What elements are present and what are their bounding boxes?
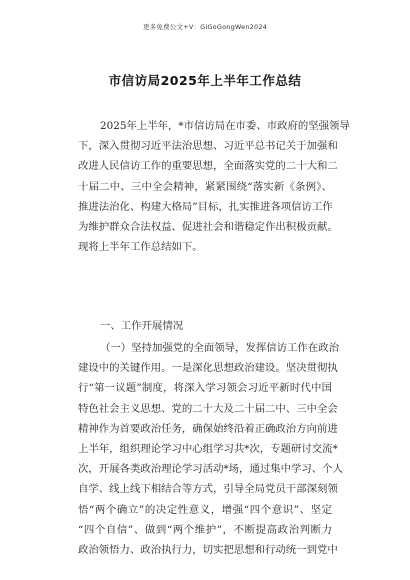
paragraph-line: 行“第一议题”制度，将深入学习领会习近平新时代中国 [78, 382, 332, 395]
paragraph-line: 为维护群众合法权益、促进社会和谐稳定作出积极贡献。 [78, 220, 338, 233]
paragraph-line: 悟“两个确立”的决定性意义，增强“四个意识”、坚定 [78, 503, 332, 516]
paragraph-line: 十届二中、三中全会精神，紧紧围绕“落实新《条例》、 [78, 180, 332, 193]
paragraph-line: 现将上半年工作总结如下。 [78, 241, 203, 254]
paragraph-line: 建设中的关键作用。一是深化思想政治建设。坚决贯彻执 [78, 362, 338, 375]
paragraph-line: 上半年，组织理论学习中心组学习共*次，专题研讨交流* [78, 442, 338, 455]
paragraph-line: 改进人民信访工作的重要思想，全面落实党的二十大和二 [78, 160, 338, 173]
section-heading-text: 一、工作开展情况 [100, 320, 184, 332]
paragraph-line: 特色社会主义思想、党的二十大及二十届二中、三中全会 [78, 402, 338, 415]
section-heading [78, 316, 332, 336]
paragraph-line: “四个自信”、做到“两个维护”，不断提高政治判断力 [78, 523, 332, 536]
document-title: 市信访局2025年上半年工作总结 [108, 73, 302, 88]
paragraph-line: （一）坚持加强党的全面领导，发挥信访工作在政治 [100, 342, 339, 354]
paragraph-line: 自学、线上线下相结合等方式，引导全局党员干部深刻领 [78, 483, 338, 496]
paragraph-line: 次，开展各类政治理论学习活动*场，通过集中学习、个人 [78, 463, 343, 476]
paragraph-section1 [78, 338, 343, 560]
header-note: 更多免费公文+V：GiGoGongWen2024 [142, 23, 267, 31]
paragraph-line: 推进法治化、构建大格局”目标，扎实推进各项信访工作 [78, 200, 333, 213]
paragraph-line: 2025年上半年，*市信访局在市委、市政府的坚强领导 [100, 120, 350, 132]
paragraph-intro [78, 116, 350, 257]
paragraph-line: 精神作为首要政治任务，确保始终沿着正确政治方向前进 [78, 422, 338, 435]
paragraph-line: 下，深入贯彻习近平法治思想、习近平总书记关于加强和 [78, 140, 338, 153]
paragraph-line: 政治领悟力、政治执行力，切实把思想和行动统一到党中 [78, 543, 338, 556]
